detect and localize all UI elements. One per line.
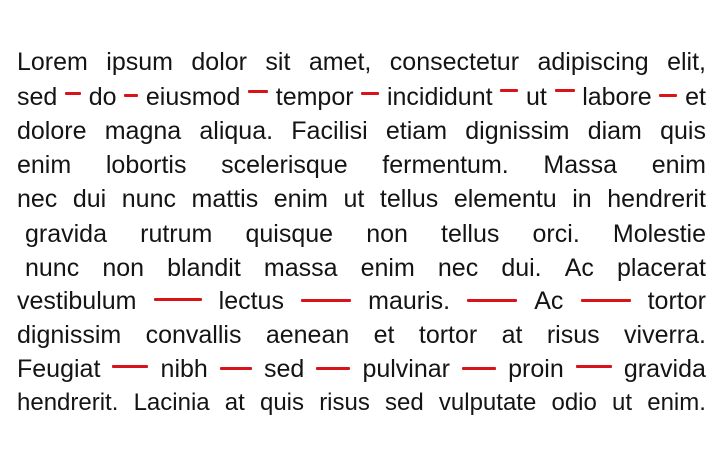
red-dash-mark [576,365,612,368]
word: elit, [667,47,706,76]
word: orci. [532,219,580,248]
word: Feugiat [17,354,101,383]
text-line-10 [17,352,706,386]
word: incididunt [386,82,493,111]
word: diam [587,116,642,145]
text-line-2 [17,80,706,114]
word: et [685,82,706,111]
word: convallis [145,320,242,349]
word: nunc [25,253,80,282]
word: tellus [441,219,500,248]
word: dui. [501,253,542,282]
red-dash-mark [361,92,379,95]
word: Facilisi [291,116,368,145]
red-dash-mark [555,89,575,92]
word: enim [273,184,328,213]
word: non [102,253,145,282]
word: ut [343,184,365,213]
text-line-9 [17,318,706,352]
word: at [501,320,523,349]
word: nec [17,184,58,213]
word: adipiscing [537,47,649,76]
red-dash-mark [659,94,677,97]
red-dash-mark [581,299,631,302]
word: gravida [623,354,706,383]
word: tortor [418,320,478,349]
word: risus [319,389,370,416]
word: labore [582,82,652,111]
word: gravida [25,219,107,248]
word: vestibulum [17,286,137,315]
word: sed [263,354,305,383]
word: mauris. [368,286,451,315]
word: Ac [534,286,564,315]
word: rutrum [140,219,213,248]
text-line-11 [17,386,706,420]
word: enim [651,150,706,179]
word: magna [104,116,182,145]
red-dash-mark [124,94,138,97]
red-dash-mark [301,299,351,302]
word: scelerisque [221,150,348,179]
word: ut [525,82,547,111]
red-dash-mark [248,90,268,93]
word: eiusmod [145,82,241,111]
word: sed [17,82,58,111]
word: viverra. [624,320,706,349]
word: vulputate [438,389,537,416]
word: hendrerit [607,184,706,213]
red-dash-mark [65,92,81,95]
word: elementu [453,184,557,213]
word: quisque [245,219,334,248]
word: lectus [218,286,284,315]
text-line-3 [17,114,706,148]
red-dash-mark [154,298,202,301]
word: blandit [167,253,241,282]
word: at [224,389,245,416]
word: sit [265,47,291,76]
word: non [366,219,408,248]
word: Lorem [17,47,88,76]
word: mattis [191,184,259,213]
word: pulvinar [362,354,450,383]
word: dolore [17,116,87,145]
word: Ac [564,253,594,282]
text-line-1 [17,45,706,79]
text-line-7 [25,251,706,285]
word: odio [551,389,597,416]
word: ipsum [106,47,173,76]
word: massa [263,253,338,282]
word: aliqua. [199,116,274,145]
word: dignissim [17,320,122,349]
red-dash-mark [316,367,350,370]
word: aenean [265,320,350,349]
word: proin [508,354,564,383]
text-line-8 [17,284,706,318]
text-line-4 [17,148,706,182]
word: nunc [121,184,176,213]
red-dash-mark [462,367,496,370]
word: tempor [275,82,354,111]
word: lobortis [105,150,187,179]
red-dash-mark [112,365,148,368]
red-dash-mark [220,367,252,370]
word: enim. [647,389,706,416]
word: sed [385,389,424,416]
word: dolor [191,47,247,76]
word: in [572,184,592,213]
red-dash-mark [500,89,518,92]
word: dignissim [465,116,570,145]
word: enim [360,253,415,282]
word: quis [660,116,706,145]
word: placerat [617,253,706,282]
word: quis [259,389,305,416]
word: Lacinia [133,389,210,416]
word: et [373,320,395,349]
word: Molestie [612,219,706,248]
word: hendrerit. [17,389,119,416]
word: amet, [308,47,372,76]
word: nibh [160,354,208,383]
word: etiam [385,116,448,145]
word: enim [17,150,72,179]
word: tellus [379,184,439,213]
word: risus [546,320,600,349]
word: Massa [543,150,618,179]
word: do [88,82,117,111]
word: nec [437,253,479,282]
word: tortor [647,286,706,315]
text-line-5 [17,182,706,216]
text-line-6 [25,217,706,251]
word: consectetur [389,47,520,76]
word: fermentum. [382,150,509,179]
word: dui [72,184,107,213]
red-dash-mark [467,299,517,302]
word: ut [612,389,633,416]
